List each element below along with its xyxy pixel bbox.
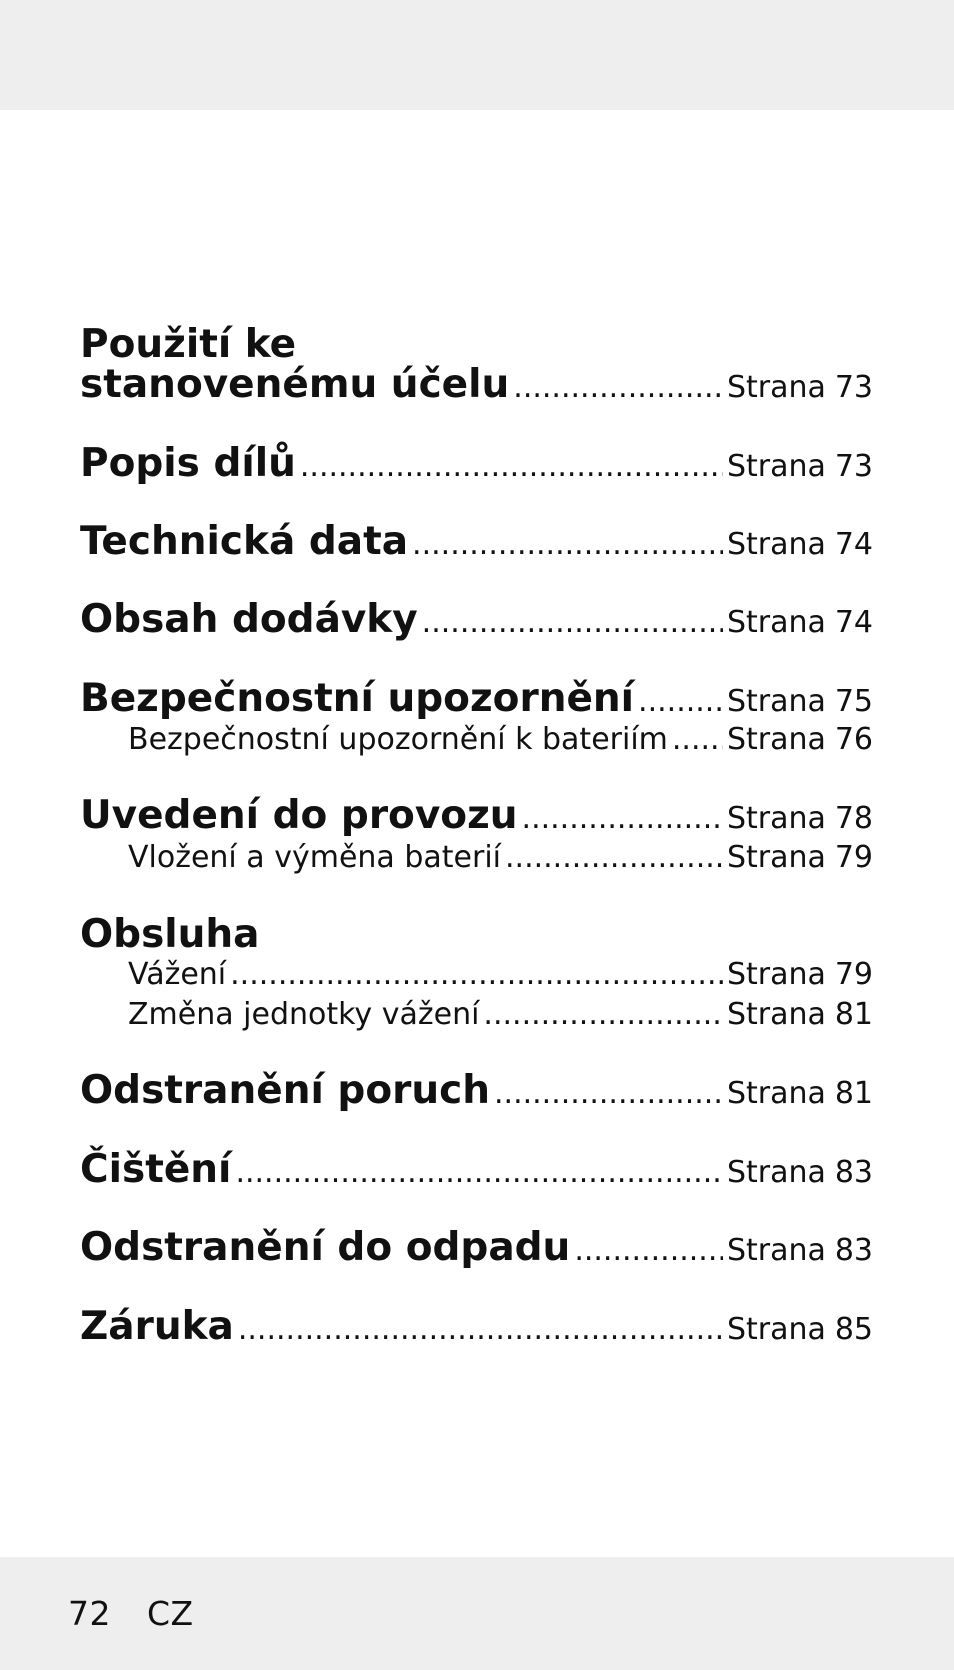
top-margin-band — [0, 0, 954, 110]
toc-subentry-battery-insert[interactable] — [80, 840, 873, 875]
toc-page-label: Strana — [727, 997, 826, 1032]
toc-entry-title: Obsah dodávky — [80, 597, 418, 642]
toc-entry-title: Odstranění poruch — [80, 1068, 490, 1113]
toc-entry-title: Bezpečnostní upozornění k bateriím — [128, 722, 668, 757]
toc-page-label: Strana — [727, 1155, 826, 1190]
toc-page-number: 76 — [834, 722, 873, 757]
toc-entry-title: Uvedení do provozu — [80, 793, 518, 838]
toc-page-label: Strana — [727, 370, 826, 405]
toc-page-label: Strana — [727, 840, 826, 875]
toc-page-number: 83 — [834, 1233, 873, 1268]
toc-heading-operation[interactable]: Obsluha — [80, 912, 260, 957]
toc-entry-title: Změna jednotky vážení — [128, 997, 480, 1032]
leader-dots — [574, 1233, 723, 1268]
toc-page-label: Strana — [727, 957, 826, 992]
leader-dots — [300, 449, 723, 484]
leader-dots — [412, 527, 723, 562]
toc-page-label: Strana — [727, 605, 826, 640]
toc-page-number: 83 — [834, 1155, 873, 1190]
toc-heading-line1: Použití ke — [80, 322, 297, 367]
toc-entry-title: Vážení — [128, 957, 227, 992]
toc-entry-title: stanovenému účelu — [80, 362, 510, 407]
toc-entry-start-up[interactable] — [80, 793, 873, 838]
toc-subentry-unit-change[interactable] — [80, 997, 873, 1032]
toc-page-label: Strana — [727, 1076, 826, 1111]
toc-page-label: Strana — [727, 527, 826, 562]
toc-page-number: 78 — [834, 801, 873, 836]
toc-page-number: 81 — [834, 997, 873, 1032]
footer-page-number: 72 — [68, 1594, 111, 1633]
toc-page-label: Strana — [727, 449, 826, 484]
toc-page-label: Strana — [727, 684, 826, 719]
toc-entry-title: Čištění — [80, 1147, 232, 1192]
leader-dots — [672, 722, 723, 757]
toc-entry-title: Bezpečnostní upozornění — [80, 676, 635, 721]
toc-subentry-battery-safety[interactable] — [80, 722, 873, 757]
leader-dots — [422, 605, 723, 640]
toc-page-label: Strana — [727, 722, 826, 757]
toc-page-label: Strana — [727, 1312, 826, 1347]
toc-page-label: Strana — [727, 801, 826, 836]
leader-dots — [235, 1155, 723, 1190]
page-footer — [68, 1594, 194, 1633]
toc-subentry-weighing[interactable] — [80, 957, 873, 992]
leader-dots — [522, 801, 723, 836]
toc-entry-disposal[interactable] — [80, 1225, 873, 1270]
leader-dots — [238, 1312, 723, 1347]
toc-page-number: 73 — [834, 370, 873, 405]
leader-dots — [505, 840, 723, 875]
toc-entry-title: Vložení a výměna baterií — [128, 840, 501, 875]
toc-entry-contents[interactable] — [80, 597, 873, 642]
leader-dots — [638, 684, 723, 719]
toc-entry-title: Odstranění do odpadu — [80, 1225, 571, 1270]
toc-entry-parts[interactable] — [80, 441, 873, 486]
toc-entry-warranty[interactable] — [80, 1304, 873, 1349]
leader-dots — [513, 370, 723, 405]
toc-page-number: 79 — [834, 957, 873, 992]
leader-dots — [230, 957, 723, 992]
toc-entry-title: Záruka — [80, 1304, 234, 1349]
toc-page-number: 81 — [834, 1076, 873, 1111]
toc-entry-safety[interactable] — [80, 676, 873, 721]
toc-entry-intended-use[interactable] — [80, 362, 873, 407]
toc-page-number: 73 — [834, 449, 873, 484]
toc-entry-cleaning[interactable] — [80, 1147, 873, 1192]
toc-entry-title: Technická data — [80, 519, 409, 564]
footer-language-code: CZ — [147, 1594, 194, 1633]
leader-dots — [483, 997, 723, 1032]
toc-page-number: 75 — [834, 684, 873, 719]
leader-dots — [494, 1076, 723, 1111]
toc-page-label: Strana — [727, 1233, 826, 1268]
toc-entry-technical-data[interactable] — [80, 519, 873, 564]
toc-entry-title: Popis dílů — [80, 441, 296, 486]
toc-page-number: 79 — [834, 840, 873, 875]
toc-entry-troubleshooting[interactable] — [80, 1068, 873, 1113]
toc-page-number: 85 — [834, 1312, 873, 1347]
toc-page-number: 74 — [834, 527, 873, 562]
toc-page-number: 74 — [834, 605, 873, 640]
